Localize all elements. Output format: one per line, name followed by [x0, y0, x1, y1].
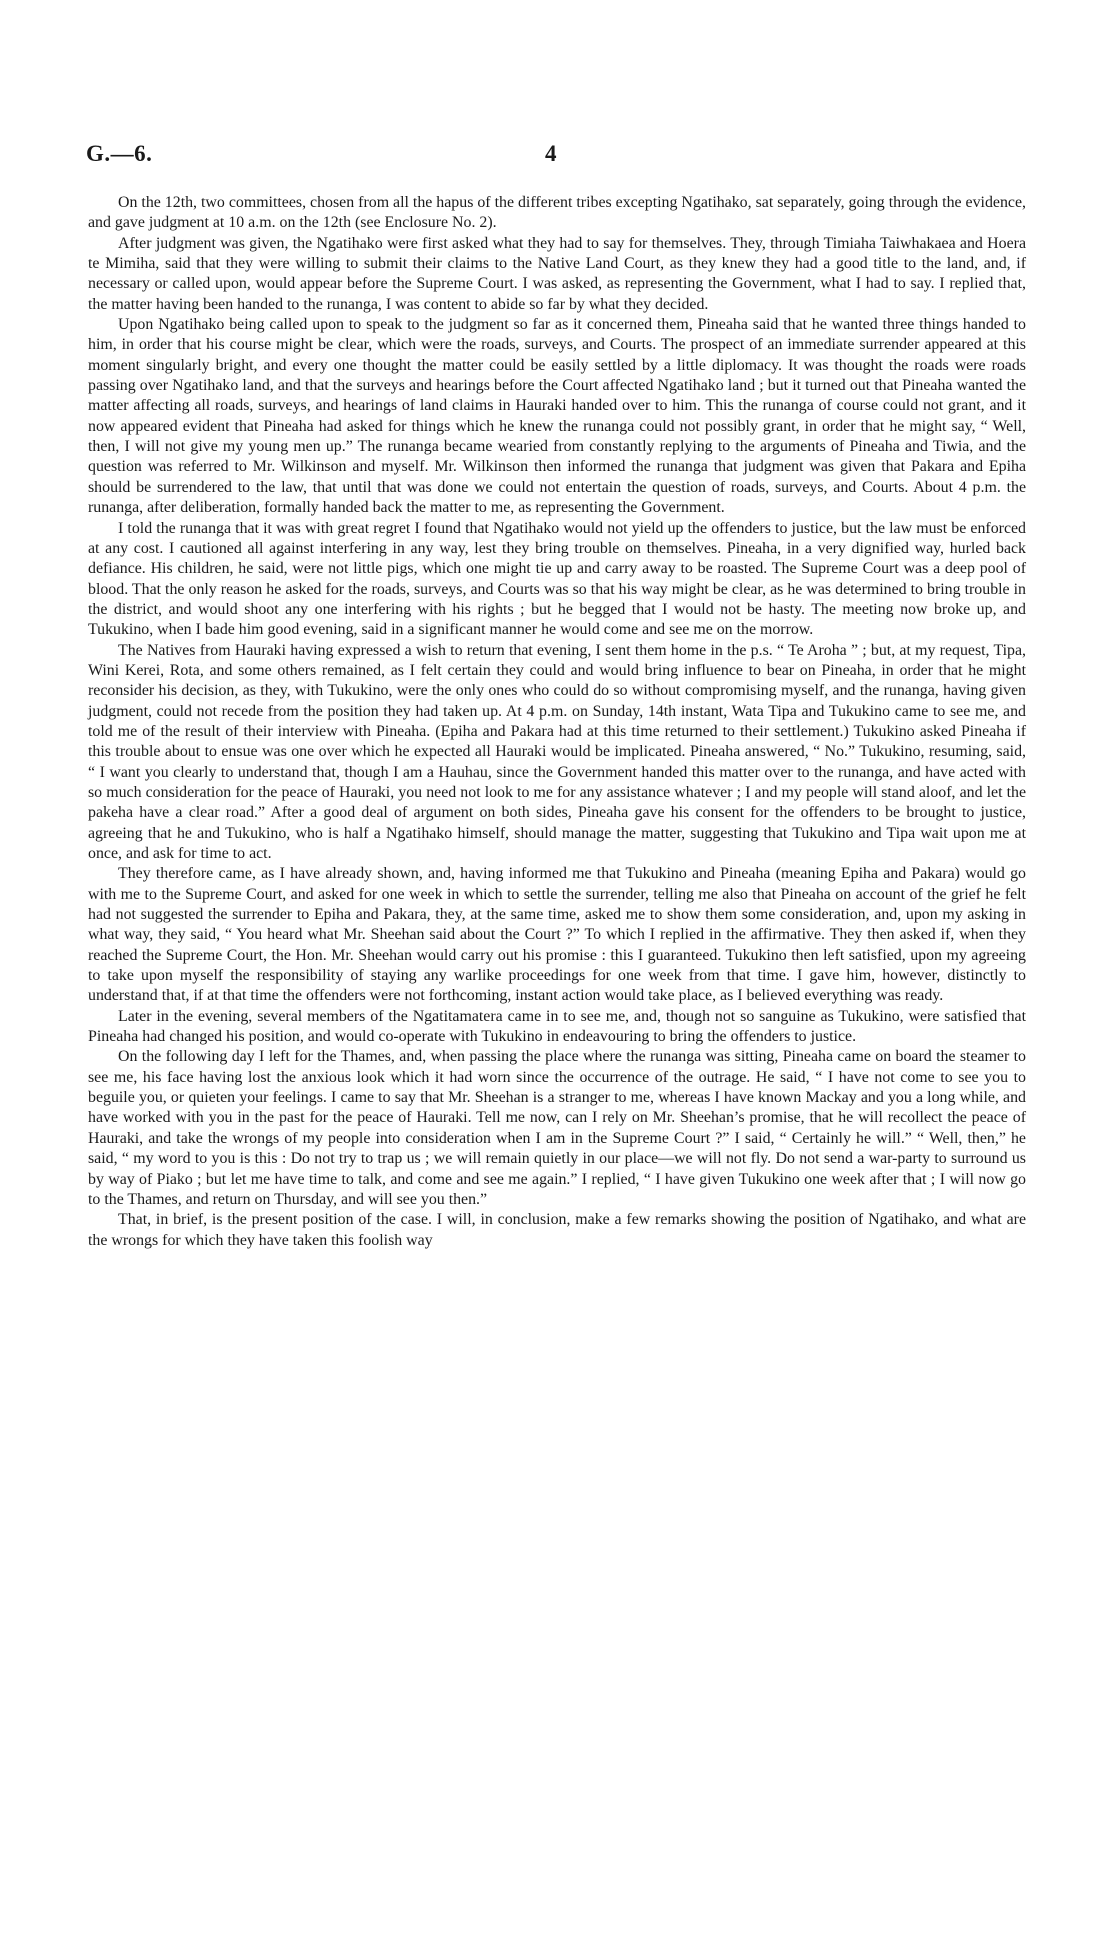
paragraph: Later in the evening, several members of the Ngatitamatera came in to see me, and, though not so sanguine as Tukukino, were satisfied that Pineaha had changed his position, and would co-operate with Tukukino in endeavouring to bring the offenders to justice. — [88, 1007, 1026, 1046]
paragraph: I told the runanga that it was with great regret I found that Ngatihako would not yield up the offenders to justice, but the law must be enforced at any cost. I cautioned all against interfering in any way, lest they bring trouble on themselves. Pineaha, in a very dignified way, hurled back defiance. His children, he said, were not little pigs, which one might tie up and carry away to be roasted. The Supreme Court was a deep pool of blood. That the only reason he asked for the roads, surveys, and Courts was so that his way might be clear, as he was determined to bring trouble in the district, and would shoot any one interfering with his rights ; but he begged that I would not be hasty. The meeting now broke up, and Tukukino, when I bade him good evening, said in a significant manner he would come and see me on the morrow. — [88, 519, 1026, 639]
document-body — [88, 193, 1026, 1251]
document-reference: G.—6. — [86, 141, 153, 166]
paragraph: They therefore came, as I have already shown, and, having informed me that Tukukino and Pineaha (meaning Epiha and Pakara) would go with me to the Supreme Court, and asked for one week in which to settle the surrender, telling me also that Pineaha on account of the grief he felt had not suggested the surrender to Epiha and Pakara, they, at the same time, asked me to show them some consideration, and, upon my asking in what way, they said, “ You heard what Mr. Sheehan said about the Court ?” To which I replied in the affirmative. They then asked if, when they reached the Supreme Court, the Hon. Mr. Sheehan would carry out his promise : this I guaranteed. Tukukino then left satisfied, upon my agreeing to take upon myself the responsibility of staying any warlike proceedings for one week from that time. I gave him, however, distinctly to understand that, if at that time the offenders were not forthcoming, instant action would take place, as I believed everything was ready. — [88, 865, 1026, 1005]
paragraph: After judgment was given, the Ngatihako were first asked what they had to say for themselves. They, through Timiaha Taiwhakaea and Hoera te Mimiha, said that they were willing to submit their claims to the Native Land Court, as they knew they had a good title to the land, and, if necessary or called upon, would appear before the Supreme Court. I was asked, as representing the Government, what I had to say. I replied that, the matter having been handed to the runanga, I was content to abide so far by what they decided. — [88, 234, 1026, 313]
paragraph: That, in brief, is the present position of the case. I will, in conclusion, make a few remarks showing the position of Ngatihako, and what are the wrongs for which they have taken this foolish way — [88, 1211, 1026, 1249]
paragraph: On the 12th, two committees, chosen from all the hapus of the different tribes excepting Ngatihako, sat separately, going through the evidence, and gave judgment at 10 a.m. on the 12th (see Enclosure No. 2). — [88, 194, 1026, 232]
paragraph: The Natives from Hauraki having expressed a wish to return that evening, I sent them home in the p.s. “ Te Aroha ” ; but, at my request, Tipa, Wini Kerei, Rota, and some others remained, as I felt certain they could and would bring influence to bear on Pineaha, in order that he might reconsider his decision, as they, with Tukukino, were the only ones who could do so without compromising myself, and the runanga, having given judgment, could not recede from the position they had taken up. At 4 p.m. on Sunday, 14th instant, Wata Tipa and Tukukino came to see me, and told me of the result of their interview with Pineaha. (Epiha and Pakara had at this time returned to their settlement.) Tukukino asked Pineaha if this trouble about to ensue was one over which he expected all Hauraki would be implicated. Pineaha answered, “ No.” Tukukino, resuming, said, “ I want you clearly to understand that, though I am a Hauhau, since the Government handed this matter over to the runanga, and have acted with so much consideration for the peace of Hauraki, you need not look to me for any assistance whatever ; I and my people will stand aloof, and let the pakeha have a clear road.” After a good deal of argument on both sides, Pineaha gave his consent for the offenders to be brought to justice, agreeing that he and Tukukino, who is half a Ngatihako himself, should manage the matter, suggesting that Tukukino and Tipa wait upon me at once, and ask for time to act. — [88, 641, 1026, 862]
page-number: 4 — [545, 141, 557, 166]
paragraph: On the following day I left for the Thames, and, when passing the place where the runanga was sitting, Pineaha came on board the steamer to see me, his face having lost the anxious look which it had worn since the occurrence of the outrage. He said, “ I have not come to see you to beguile you, or quieten your feelings. I came to say that Mr. Sheehan is a stranger to me, whereas I have known Mackay and you a long while, and have worked with you in the past for the peace of Hauraki. Tell me now, can I rely on Mr. Sheehan’s promise, that he will recollect the peace of Hauraki, and take the wrongs of my people into consideration when I am in the Supreme Court ?” I said, “ Certainly he will.” “ Well, then,” he said, “ my word to you is this : Do not try to trap us ; we will remain quietly in our place—we will not fly. Do not send a war-party to surround us by way of Piako ; but let me have time to talk, and come and see me again.” I replied, “ I have given Tukukino one week after that ; I will now go to the Thames, and return on Thursday, and will see you then.” — [88, 1048, 1026, 1208]
paragraph: Upon Ngatihako being called upon to speak to the judgment so far as it concerned them, Pineaha said that he wanted three things handed to him, in order that his course might be clear, which were the roads, surveys, and Courts. The prospect of an immediate surrender appeared at this moment singularly bright, and every one thought the matter could be easily settled by a little diplomacy. It was thought the roads were roads passing over Ngatihako land, and that the surveys and hearings before the Court affected Ngatihako land ; but it turned out that Pineaha wanted the matter affecting all roads, surveys, and hearings of land claims in Hauraki handed over to him. This the runanga of course could not grant, and it now appeared evident that Pineaha had asked for things which he knew the runanga could not possibly grant, in order that he might say, “ Well, then, I will not give my young men up.” The runanga became wearied from constantly replying to the arguments of Pineaha and Tiwia, and the question was referred to Mr. Wilkinson and myself. Mr. Wilkinson then informed the runanga that judgment was given that Pakara and Epiha should be surrendered to the law, that until that was done we could not entertain the question of roads, surveys, and Courts. About 4 p.m. the runanga, after deliberation, formally handed back the matter to me, as representing the Government. — [88, 316, 1026, 517]
page-header — [86, 141, 1028, 181]
